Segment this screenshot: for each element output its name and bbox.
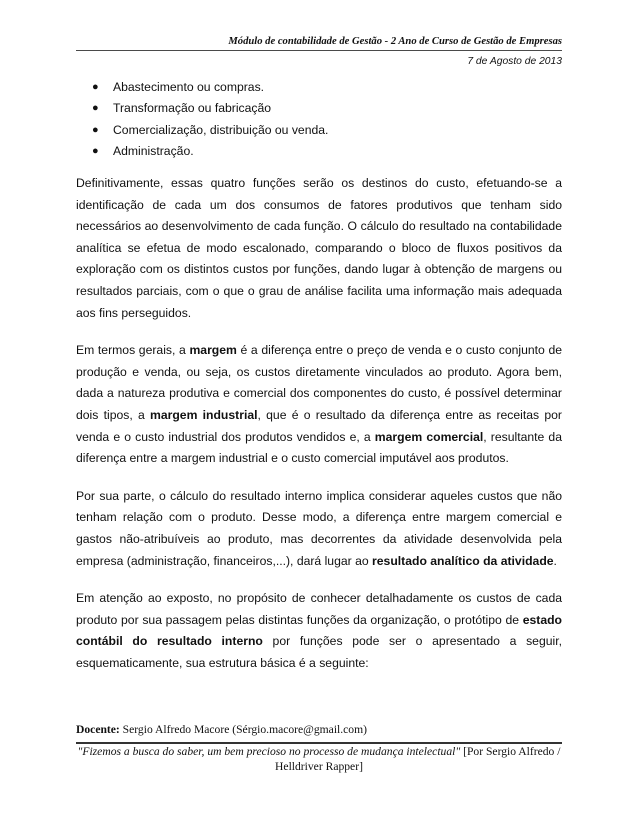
bold-term: estado contábil do resultado interno [76,612,562,649]
header-title: Módulo de contabilidade de Gestão - 2 Ano de Curso de Gestão de Empresas [228,36,562,47]
bold-term: margem industrial [150,407,258,422]
list-item [92,141,328,163]
list-item-text: Abastecimento ou compras. [113,79,265,94]
list-item-text: Comercialização, distribuição ou venda. [113,122,329,137]
paragraph-text: é a diferença entre o preço de venda e o custo conjunto de produção e venda, ou seja, os custos diretamente vinculados ao produto. Agora bem, dada a natureza produtiva e comercial dos componentes do custo, é possível determinar dois tipos, a [76,343,562,422]
paragraph-text: por funções pode ser o apresentado a seguir, esquematicamente, sua estrutura básica é a seguinte: [76,634,562,670]
paragraph [76,486,562,572]
footer-docente [76,723,367,736]
paragraph-text: . [553,553,557,568]
bold-term: margem [189,343,237,358]
bullet-icon: ● [92,80,99,93]
paragraph-text: Em termos gerais, a [76,343,190,358]
list-item [92,76,328,98]
list-item-text: Transformação ou fabricação [113,101,272,116]
paragraph [76,340,562,470]
paragraph-text: Em atenção ao exposto, no propósito de conhecer detalhadamente os custos de cada produto por sua passagem pelas distintas funções da organização, o protótipo de [76,591,562,627]
quote-author: [Por Sergio Alfredo / Helldriver Rapper] [275,745,561,773]
bold-term: margem comercial [374,429,484,444]
paragraph-text: , que é o resultado da diferença entre as receitas por venda e o custo industrial dos produtos vendidos e, a [76,407,562,444]
bold-term: resultado analítico da atividade [372,553,554,568]
document-body [76,173,562,690]
bullet-icon: ● [92,145,99,158]
list-item [92,98,328,120]
header-date: 7 de Agosto de 2013 [467,56,562,67]
list-item-text: Administração. [113,144,194,159]
paragraph [76,588,562,674]
paragraph [76,173,562,324]
bullet-icon: ● [92,102,99,115]
paragraph-text: , resultante da diferença entre a margem industrial e o custo comercial imputável aos produtos. [76,429,562,466]
paragraph-text: Definitivamente, essas quatro funções serão os destinos do custo, efetuando-se a identificação de cada um dos consumos de fatores produtivos que tenham sido necessários ao desenvolvimento de cada função. O cálculo do resultado na contabilidade analítica se efetua de modo escalonado, comparando o bloco de fluxos positivos da exploração com os distintos custos por funções, dando lugar à obtenção de margens ou resultados parciais, com o que o grau de análise facilita uma informação mais adequada aos fins perseguidos. [76,176,562,320]
paragraph-text: Por sua parte, o cálculo do resultado interno implica considerar aqueles custos que não tenham relação com o produto. Desse modo, a diferença entre margem comercial e gastos não-atribuíveis ao produto, mas decorrentes da atividade desenvolvida pela empresa (administração, financeiros,...), dará lugar ao [76,488,562,568]
header-divider [76,50,562,51]
bullet-icon: ● [92,123,99,136]
function-list [92,76,328,162]
footer-quote [76,744,562,774]
docente-text: Sergio Alfredo Macore (Sérgio.macore@gmail.com) [119,723,367,736]
list-item [92,119,328,141]
docente-label: Docente: [76,723,120,736]
quote-text: "Fizemos a busca do saber, um bem precioso no processo de mudança intelectual" [77,745,461,758]
